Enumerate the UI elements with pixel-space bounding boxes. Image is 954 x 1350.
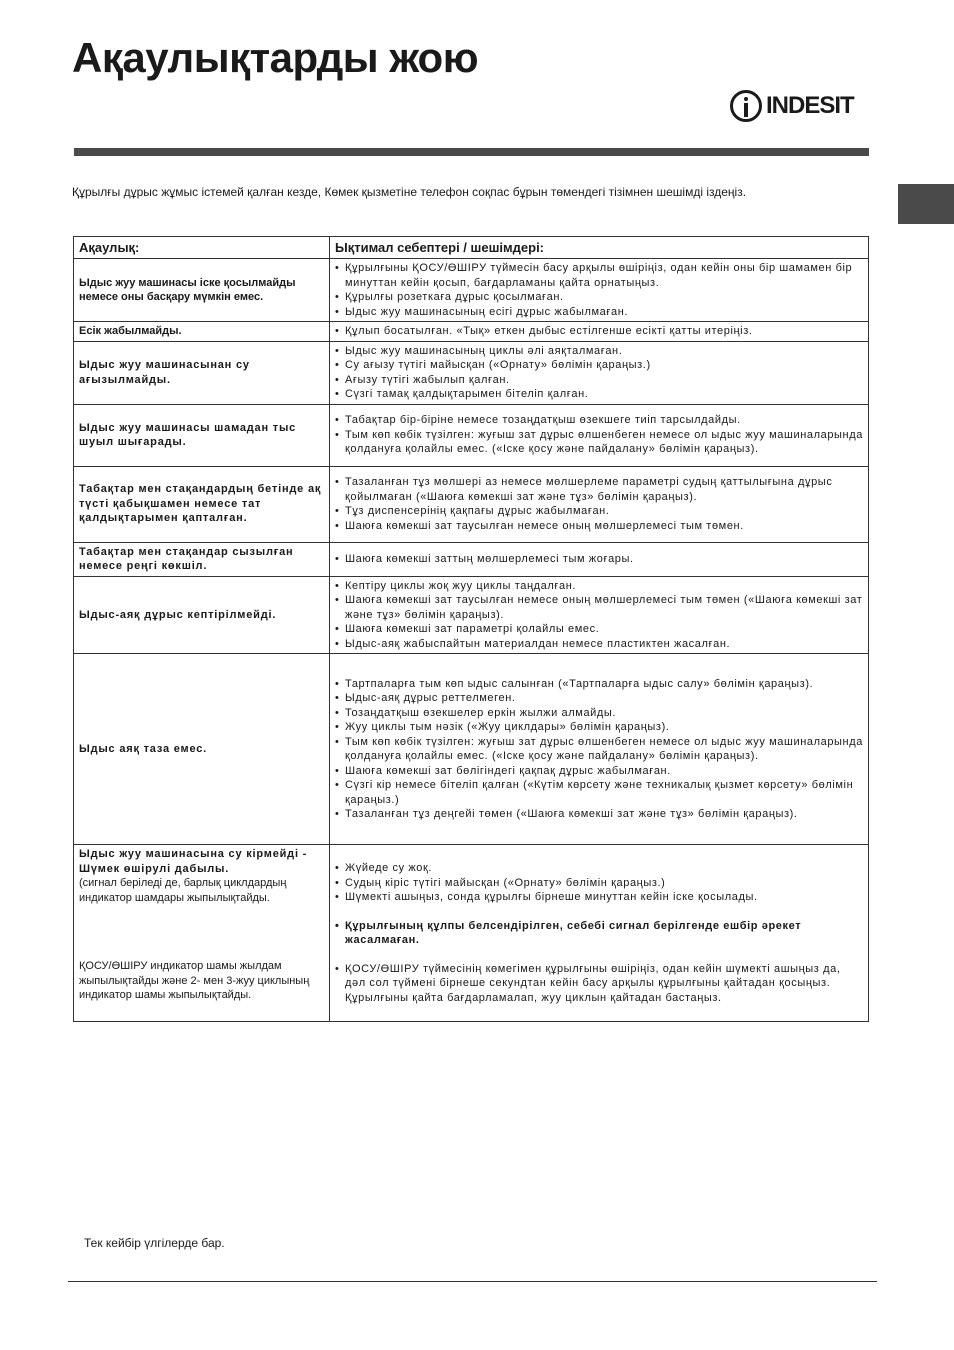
list-item: • Жүйеде су жоқ. [335,861,863,876]
list-item: • Тазаланған тұз мөлшері аз немесе мөлшерлеме параметрі судың қаттылығына дұрыс қойылмаған («Шаюға көмекші зат және тұз» бөлімін қараңыз). [335,475,863,504]
table-row [74,341,869,404]
list-item: • Шүмекті ашыңыз, сонда құрылғы бірнеше минуттан кейін іске қосылады. [335,890,863,905]
list-item: • Ыдыс жуу машинасының циклы әлі аяқталмаған. [335,344,863,359]
header-divider [74,148,869,156]
problem-cell: Ыдыс-аяқ дұрыс кептірілмейді. [74,576,330,654]
table-row [74,654,869,845]
problem-cell [74,845,330,1022]
problem-cell: Табақтар мен стақандар сызылған немесе реңгі көкшіл. [74,542,330,576]
list-item: • Тартпаларға тым көп ыдыс салынған («Тартпаларға ыдыс салу» бөлімін қараңыз). [335,677,863,692]
list-item: • Шаюға көмекші зат таусылған немесе оның мөлшерлемесі тым төмен («Шаюға көмекші зат және тұз» бөлімін қараңыз). [335,593,863,622]
problem-cell: Ыдыс жуу машинасы шамадан тыс шуыл шығарады. [74,404,330,466]
problem-cell: Есік жабылмайды. [74,322,330,342]
side-tab-marker [898,184,954,224]
list-item: • Жуу циклы тым нәзік («Жуу циклдары» бөлімін қараңыз). [335,720,863,735]
table-header-row [74,237,869,259]
problem-cell: Ыдыс жуу машинасынан су ағызылмайды. [74,341,330,404]
list-item: • Құлып босатылған. «Тық» еткен дыбыс естілгенше есікті қатты итеріңіз. [335,324,863,339]
intro-text: Құрылғы дұрыс жұмыс істемей қалған кезде, Көмек қызметіне телефон соқпас бұрын төмендегі тізімнен шешімді іздеңіз. [72,185,747,199]
list-item: • Құрылғыны ҚОСУ/ӨШІРУ түймесін басу арқылы өшіріңіз, одан кейін оны бір шамамен бір минуттан кейін қосып, бағдарламаны қайта орнатыңыз. [335,261,863,290]
causes-cell [330,466,869,542]
brand-name: INDESIT [766,92,854,119]
problem-title: Ыдыс жуу машинасына су кірмейді - Шүмек өшірулі дабылы. [79,848,308,875]
causes-cell [330,341,869,404]
causes-cell [330,322,869,342]
list-item: • Құрылғының құлпы белсендірілген, себебі сигнал берілгенде ешбір әрекет жасалмаған. [335,919,863,948]
list-item: • Шаюға көмекші зат таусылған немесе оның мөлшерлемесі тым төмен. [335,519,863,534]
list-item: • Шаюға көмекші зат бөлігіндегі қақпақ дұрыс жабылмаған. [335,764,863,779]
problem-cell: Ыдыс жуу машинасы іске қосылмайды немесе оны басқару мүмкін емес. [74,259,330,322]
list-item: • Судың кіріс түтігі майысқан («Орнату» бөлімін қараңыз.) [335,876,863,891]
list-item: • Шаюға көмекші заттың мөлшерлемесі тым жоғары. [335,552,863,567]
table-row [74,259,869,322]
list-item: • Сүзгі кір немесе бітеліп қалған («Күтім көрсету және техникалық қызмет көрсету» бөлімін қараңыз.) [335,778,863,807]
causes-cell [330,654,869,845]
causes-cell [330,259,869,322]
list-item: • Ыдыс-аяқ жабыспайтын материалдан немесе пластиктен жасалған. [335,637,863,652]
page-title: Ақаулықтарды жою [72,34,479,81]
column-header-problem: Ақаулық: [74,237,330,259]
footnote: Тек кейбір үлгілерде бар. [84,1236,225,1250]
table-row [74,576,869,654]
list-item: • Ыдыс жуу машинасының есігі дұрыс жабылмаған. [335,305,863,320]
problem-note: (сигнал беріледі де, барлық циклдардың индикатор шамдары жыпылықтайды. [79,877,287,904]
footer-divider [68,1281,877,1282]
table-row [74,466,869,542]
list-item: • Ыдыс-аяқ дұрыс реттелмеген. [335,691,863,706]
brand-logo [730,86,854,126]
table-row [74,322,869,342]
list-item: • Тазаланған тұз деңгейі төмен («Шаюға көмекші зат және тұз» бөлімін қараңыз). [335,807,863,822]
troubleshooting-table [73,236,869,1022]
list-item: • Тым көп көбік түзілген: жуғыш зат дұрыс өлшенбеген немесе ол ыдыс жуу машиналарында қолдануға қолайлы емес. («Іске қосу және пайдалану» бөлімін қараңыз). [335,428,863,457]
list-item: • Кептіру циклы жоқ жуу циклы таңдалған. [335,579,863,594]
column-header-causes: Ықтимал себептері / шешімдері: [330,237,869,259]
list-item: • Шаюға көмекші зат параметрі қолайлы емес. [335,622,863,637]
causes-cell [330,404,869,466]
problem-cell: Табақтар мен стақандардың бетінде ақ түсті қабықшамен немесе тат қалдықтарымен қапталған. [74,466,330,542]
brand-logo-icon [730,90,762,122]
problem-cell: Ыдыс аяқ таза емес. [74,654,330,845]
table-row [74,542,869,576]
list-item: • Тұз диспенсерінің қақпағы дұрыс жабылмаған. [335,504,863,519]
list-item: • Тозаңдатқыш өзекшелер еркін жылжи алмайды. [335,706,863,721]
list-item: • Ағызу түтігі жабылып қалған. [335,373,863,388]
problem-note-indicator: ҚОСУ/ӨШІРУ индикатор шамы жылдам жыпылықтайды және 2- мен 3-жуу циклының индикатор шамы жыпылықтайды. [79,960,310,1001]
list-item: • Сүзгі тамақ қалдықтарымен бітеліп қалған. [335,387,863,402]
causes-cell [330,542,869,576]
causes-cell [330,576,869,654]
list-item: • Табақтар бір-біріне немесе тозаңдатқыш өзекшеге тиіп тарсылдайды. [335,413,863,428]
causes-cell [330,845,869,1022]
table-row [74,404,869,466]
list-item: • Тым көп көбік түзілген: жуғыш зат дұрыс өлшенбеген немесе ол ыдыс жуу машиналарында қолдануға қолайлы емес. («Іске қосу және пайдалану» бөлімін қараңыз). [335,735,863,764]
list-item: • Су ағызу түтігі майысқан («Орнату» бөлімін қараңыз.) [335,358,863,373]
list-item: • ҚОСУ/ӨШІРУ түймесінің көмегімен құрылғыны өшіріңіз, одан кейін шүмекті ашыңыз да, дәл сол түймені бірнеше секундтан кейін басу арқылы құрылғыны қайтадан қосыңыз. Құрылғыны қайта бағдарламалап, жуу циклын қайтадан бастаңыз. [335,962,863,1006]
table-row [74,845,869,1022]
list-item: • Құрылғы розеткаға дұрыс қосылмаған. [335,290,863,305]
